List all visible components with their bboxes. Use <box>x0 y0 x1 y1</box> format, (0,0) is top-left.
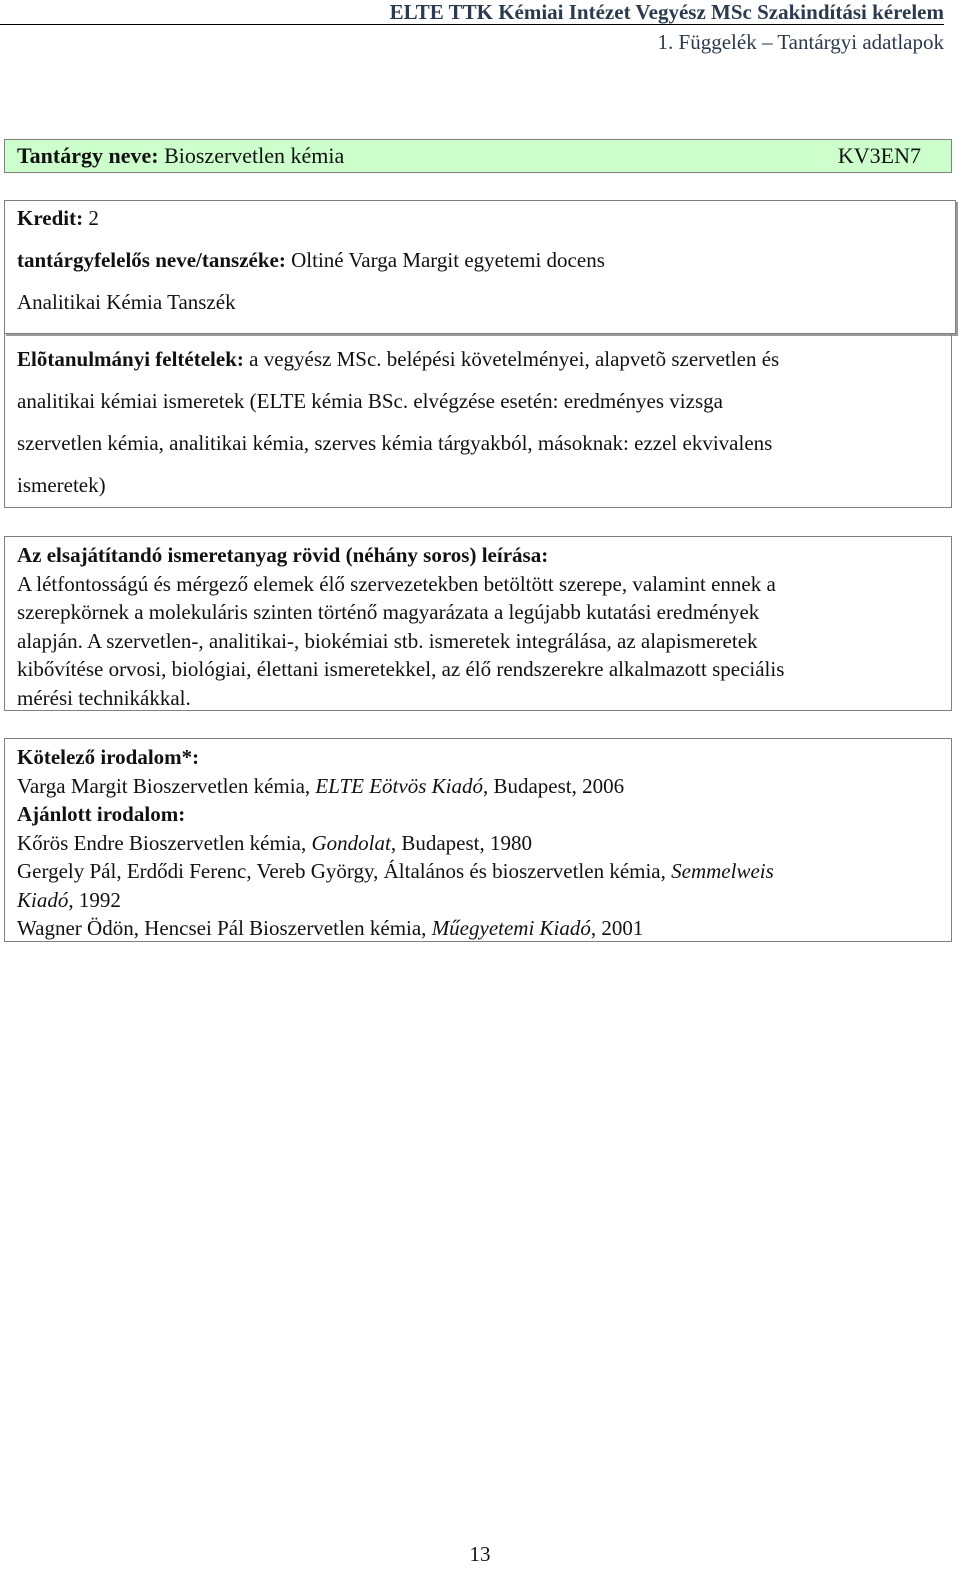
literature-place-year: , Budapest, 2006 <box>482 773 625 798</box>
literature-item-continued <box>17 886 939 915</box>
description-line-2: szerepkörnek a molekuláris szinten történő magyarázata a legújabb kutatási eredmények <box>17 600 760 624</box>
required-literature-label: Kötelező irodalom*: <box>17 745 200 769</box>
literature-item <box>17 914 939 943</box>
recommended-literature-label: Ajánlott irodalom: <box>17 802 186 826</box>
page-number: 13 <box>469 1542 491 1566</box>
literature-publisher: Gondolat <box>311 830 391 855</box>
description-label: Az elsajátítandó ismeretanyag rövid (néhány soros) leírása: <box>17 543 549 567</box>
literature-publisher: ELTE Eötvös Kiadó <box>315 773 483 798</box>
literature-place-year: , Budapest, 1980 <box>390 830 532 855</box>
literature-place-year: , 1992 <box>68 887 121 912</box>
description-line-3: alapján. A szervetlen-, analitikai-, biokémiai stb. ismeretek integrálása, az alapismeretek <box>17 628 758 653</box>
course-code: KV3EN7 <box>837 143 921 168</box>
literature-item <box>17 772 939 801</box>
prereq-line-3: szervetlen kémia, analitikai kémia, szerves kémia tárgyakból, másoknak: ezzel ekvivalens <box>17 431 773 455</box>
description-line-5: mérési technikákkal. <box>17 685 191 710</box>
literature-author-title: Gergely Pál, Erdődi Ferenc, Vereb György, Általános és bioszervetlen kémia, <box>17 859 672 883</box>
literature-author-title: Wagner Ödön, Hencsei Pál Bioszervetlen kémia, <box>17 916 432 940</box>
responsible-name: Oltiné Varga Margit egyetemi docens <box>291 248 605 272</box>
literature-author-title: Varga Margit Bioszervetlen kémia, <box>17 773 316 798</box>
prereq-line-4: ismeretek) <box>17 473 106 497</box>
header-subtitle: 1. Függelék – Tantárgyi adatlapok <box>657 30 944 54</box>
course-name-label: Tantárgy neve: <box>17 143 159 168</box>
literature-publisher: Semmelweis <box>671 859 774 883</box>
prerequisites-box <box>4 333 952 508</box>
responsible-label: tantárgyfelelős neve/tanszéke: <box>17 248 286 272</box>
description-line-1: A létfontosságú és mérgező elemek élő szervezetekben betöltött szerepe, valamint ennek a <box>17 571 776 596</box>
responsible-line <box>17 247 605 273</box>
literature-box <box>4 738 952 942</box>
credit-box <box>4 200 956 334</box>
prereq-label: Elõtanulmányi feltételek: <box>17 347 244 371</box>
course-title-box <box>4 139 952 173</box>
literature-item <box>17 829 939 858</box>
credit-label: Kredit: <box>17 206 84 230</box>
course-name: Bioszervetlen kémia <box>164 143 345 168</box>
page-header <box>0 0 944 25</box>
header-title: ELTE TTK Kémiai Intézet Vegyész MSc Szakindítási kérelem <box>389 0 944 24</box>
literature-item <box>17 857 939 886</box>
responsible-department: Analitikai Kémia Tanszék <box>17 290 236 314</box>
description-line-4: kibővítése orvosi, biológiai, élettani ismeretekkel, az élő rendszerekre alkalmazott speciális <box>17 657 785 681</box>
literature-author-title: Kőrös Endre Bioszervetlen kémia, <box>17 830 312 855</box>
description-box <box>4 536 952 711</box>
prereq-text-1: a vegyész MSc. belépési követelményei, alapvetõ szervetlen és <box>249 347 780 371</box>
credit-line <box>17 205 99 231</box>
prereq-line-2: analitikai kémiai ismeretek (ELTE kémia BSc. elvégzése esetén: eredményes vizsga <box>17 389 723 413</box>
literature-publisher: Műegyetemi Kiadó <box>431 916 591 940</box>
prereq-line-1 <box>17 338 939 380</box>
course-name-line <box>17 143 344 169</box>
literature-place-year: , 2001 <box>590 916 644 940</box>
literature-publisher: Kiadó <box>17 887 69 912</box>
credit-value: 2 <box>88 206 99 230</box>
